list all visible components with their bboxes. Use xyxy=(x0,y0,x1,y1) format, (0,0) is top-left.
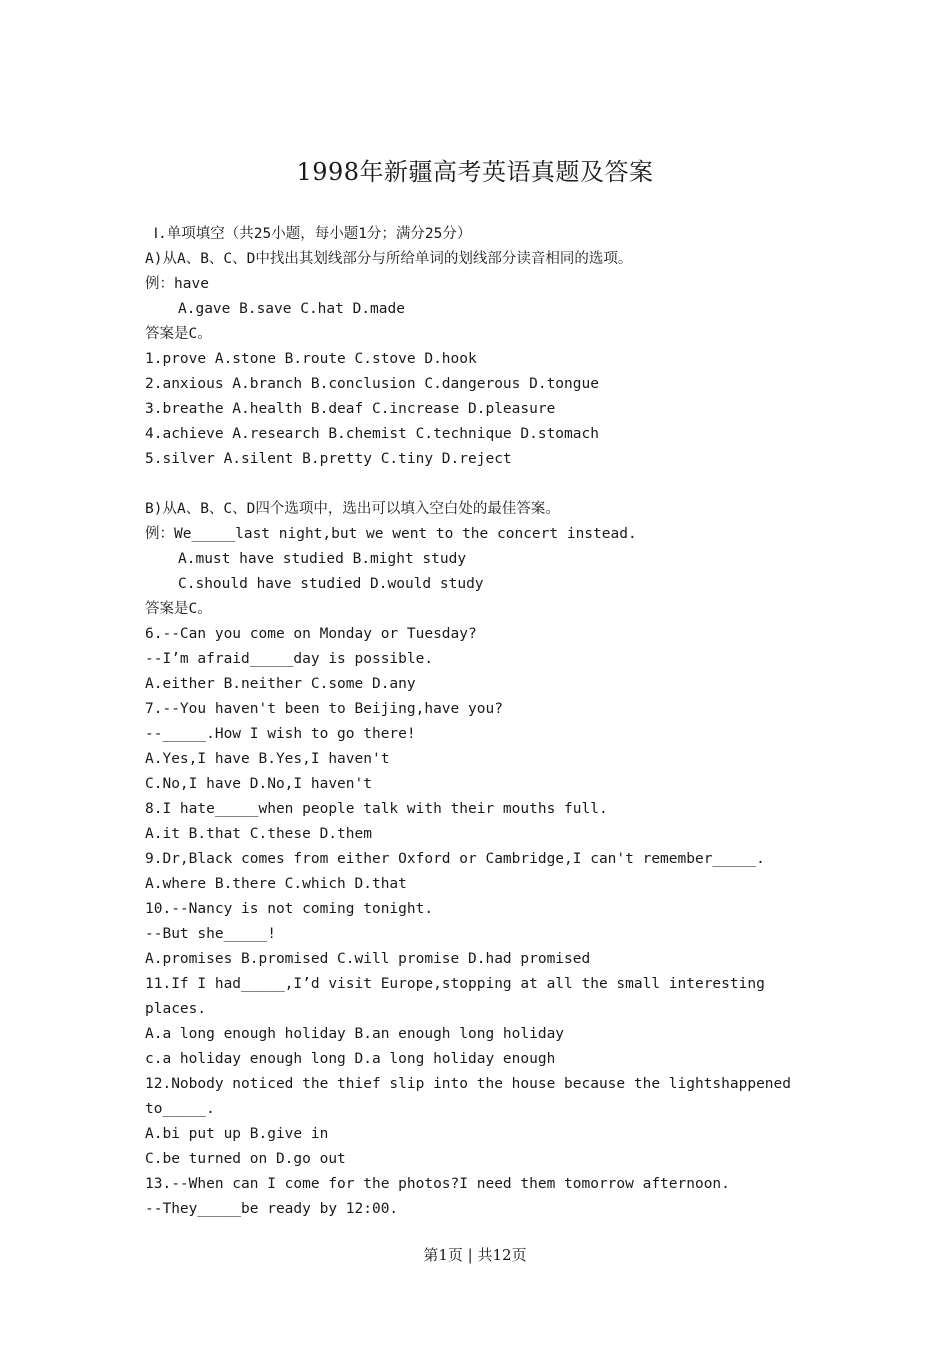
text-line: C.No,I have D.No,I haven't xyxy=(145,776,372,792)
text-line: C.be turned on D.go out xyxy=(145,1151,346,1167)
document-body xyxy=(145,222,792,1222)
text-line: places. xyxy=(145,1001,207,1017)
text-line: --They_____be ready by 12:00. xyxy=(145,1201,399,1217)
text-line: 5.silver A.silent B.pretty C.tiny D.reject xyxy=(145,451,512,467)
text-line: A.Yes,I have B.Yes,I haven't xyxy=(145,751,390,767)
text-line: A.where B.there C.which D.that xyxy=(145,876,407,892)
text-line: A)从A、B、C、D中找出其划线部分与所给单词的划线部分读音相同的选项。 xyxy=(145,251,633,267)
text-line: --I’m afraid_____day is possible. xyxy=(145,651,434,667)
text-line: A.bi put up B.give in xyxy=(145,1126,329,1142)
page-title: 1998年新疆高考英语真题及答案 xyxy=(296,158,654,186)
blank-line xyxy=(145,472,785,497)
text-line: 9.Dr,Black comes from either Oxford or Cambridge,I can't remember_____. xyxy=(145,851,765,867)
text-line: A.must have studied B.might study xyxy=(178,551,467,567)
text-line: 8.I hate_____when people talk with their mouths full. xyxy=(145,801,608,817)
text-line: 例：We_____last night,but we went to the concert instead. xyxy=(145,526,637,542)
page-footer: 第1页 | 共12页 xyxy=(423,1246,527,1264)
text-line: --But she_____! xyxy=(145,926,276,942)
text-line: --_____.How I wish to go there! xyxy=(145,726,416,742)
text-line: 1.prove A.stone B.route C.stove D.hook xyxy=(145,351,477,367)
text-line: 7.--You haven't been to Beijing,have you? xyxy=(145,701,503,717)
text-line: A.either B.neither C.some D.any xyxy=(145,676,416,692)
text-line: 4.achieve A.research B.chemist C.technique D.stomach xyxy=(145,426,599,442)
text-line: C.should have studied D.would study xyxy=(178,576,484,592)
text-line: 13.--When can I come for the photos?I need them tomorrow afternoon. xyxy=(145,1176,730,1192)
text-line: 10.--Nancy is not coming tonight. xyxy=(145,901,434,917)
text-line: 2.anxious A.branch B.conclusion C.dangerous D.tongue xyxy=(145,376,599,392)
text-line: 例：have xyxy=(145,276,209,292)
text-line: A.a long enough holiday B.an enough long holiday xyxy=(145,1026,565,1042)
text-line: 6.--Can you come on Monday or Tuesday? xyxy=(145,626,477,642)
text-line: A.promises B.promised C.will promise D.had promised xyxy=(145,951,591,967)
text-line: A.gave B.save C.hat D.made xyxy=(178,301,405,317)
text-line: 3.breathe A.health B.deaf C.increase D.pleasure xyxy=(145,401,556,417)
text-line: B)从A、B、C、D四个选项中，选出可以填入空白处的最佳答案。 xyxy=(145,501,560,517)
text-line: 答案是C。 xyxy=(145,601,212,617)
text-line: Ⅰ.单项填空（共25小题，每小题1分；满分25分） xyxy=(145,226,472,242)
text-line: A.it B.that C.these D.them xyxy=(145,826,372,842)
text-line: c.a holiday enough long D.a long holiday enough xyxy=(145,1051,556,1067)
text-line: 答案是C。 xyxy=(145,326,212,342)
text-line: 12.Nobody noticed the thief slip into the house because the lightshappened xyxy=(145,1076,792,1092)
text-line: to_____. xyxy=(145,1101,215,1117)
text-line: 11.If I had_____,I’d visit Europe,stopping at all the small interesting xyxy=(145,976,765,992)
